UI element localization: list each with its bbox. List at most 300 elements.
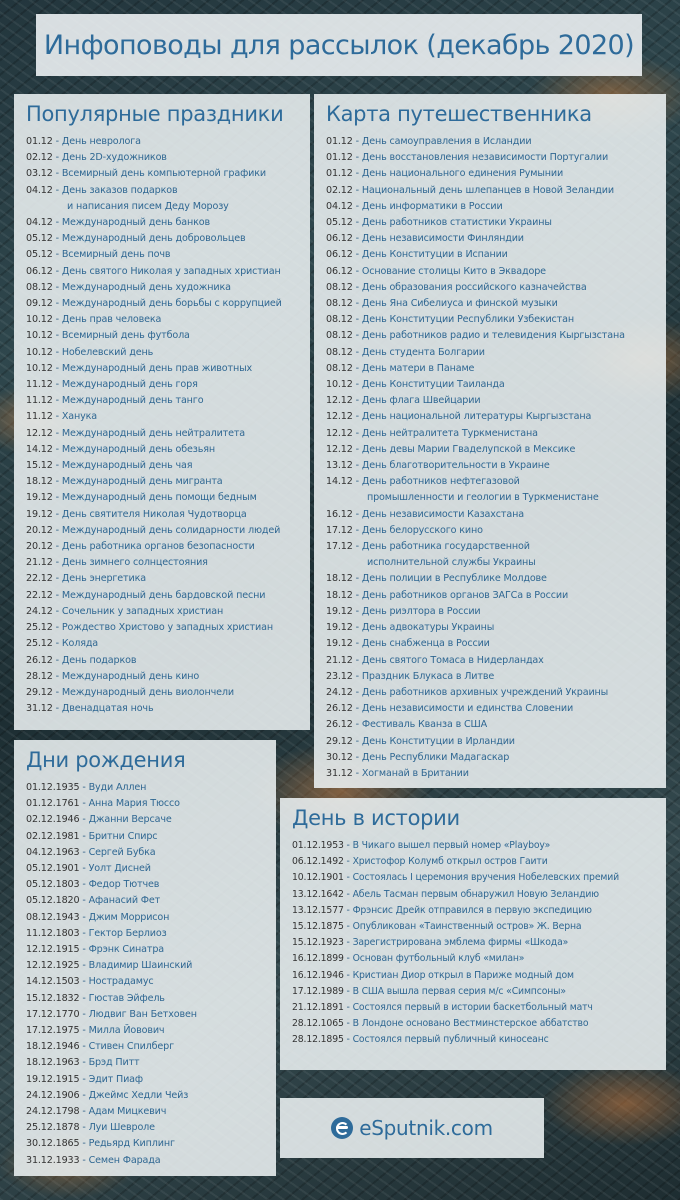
item-date: 12.12 <box>326 395 353 407</box>
item-text: День благотворительности в Украине <box>361 460 550 472</box>
item-text: Бритни Спирс <box>88 830 158 842</box>
item-date: 09.12 <box>26 298 53 310</box>
list-item: 19.12.1915 - Эдит Пиаф <box>26 1073 143 1085</box>
item-date: 08.12 <box>326 362 353 374</box>
item-text: День национального единения Румынии <box>361 168 564 180</box>
item-text: Состоялся первый в истории баскетбольный матч <box>352 1002 593 1014</box>
list-item: 12.12 - День девы Марии Гваделупской в Мексике <box>326 443 576 455</box>
item-date: 18.12.1963 <box>26 1057 80 1069</box>
item-text: День Конституции в Ирландии <box>361 735 515 747</box>
list-item: 19.12 - День святителя Николая Чудотворца <box>26 508 247 520</box>
list-item: 17.12 - День белорусского кино <box>326 524 483 536</box>
birthdays-list <box>26 780 276 1169</box>
item-text: Всемирный день компьютерной графики <box>61 168 266 180</box>
list-item: 14.12.1503 - Нострадамус <box>26 976 154 988</box>
item-date: 02.12 <box>26 152 53 164</box>
list-item: 21.12.1891 - Состоялся первый в истории баскетбольный матч <box>292 1002 593 1014</box>
item-text: День адвокатуры Украины <box>361 622 495 634</box>
list-item: 26.12 - День подарков <box>26 654 137 666</box>
item-text: Международный день бардовской песни <box>61 589 266 601</box>
item-date: 31.12 <box>26 703 53 715</box>
item-text: Стивен Спилберг <box>88 1041 175 1053</box>
item-date: 05.12.1901 <box>26 863 80 875</box>
item-date: 04.12 <box>326 200 353 212</box>
list-item: 16.12.1899 - Основан футбольный клуб «милан» <box>292 953 525 965</box>
item-text: промышленности и геологии в Туркменистане <box>367 492 599 504</box>
item-text: День студента Болгарии <box>361 346 485 358</box>
item-text: Опубликован «Таинственный остров» Ж. Верна <box>352 921 582 933</box>
item-date: 02.12.1946 <box>26 814 80 826</box>
list-item: 11.12 - Ханука <box>26 411 98 423</box>
list-item: 01.12 - День невролога <box>26 136 141 147</box>
item-date: 16.12.1946 <box>292 969 344 981</box>
title-panel <box>36 14 642 76</box>
item-text: Рождество Христово у западных христиан <box>61 622 273 634</box>
item-text: День самоуправления в Исландии <box>361 136 532 147</box>
item-date: 29.12 <box>326 735 353 747</box>
item-text: Федор Тютчев <box>88 879 160 891</box>
item-text: Афанасий Фет <box>88 895 161 907</box>
item-text: Международный день солидарности людей <box>61 524 281 536</box>
item-text: День Конституции Республики Узбекистан <box>361 314 574 326</box>
item-text: Международный день кино <box>61 670 200 682</box>
list-item: 23.12 - Праздник Блукаса в Литве <box>326 670 495 682</box>
item-date: 04.12 <box>26 184 53 196</box>
item-text: День святого Томаса в Нидерландах <box>361 654 544 666</box>
list-item: 06.12 - Основание столицы Кито в Эквадоре <box>326 265 546 277</box>
item-date: 02.12 <box>326 184 353 196</box>
list-item: 19.12 - Международный день помощи бедным <box>26 492 257 504</box>
item-date: 11.12.1803 <box>26 927 80 939</box>
item-text: Редьярд Киплинг <box>88 1138 175 1150</box>
list-item: 19.12 - День адвокатуры Украины <box>326 622 495 634</box>
list-item: 26.12 - Фестиваль Кванза в США <box>326 719 488 731</box>
list-item: 06.12 - День святого Николая у западных христиан <box>26 265 281 277</box>
item-date: 18.12 <box>26 476 53 488</box>
list-item: 25.12.1878 - Луи Шевроле <box>26 1122 155 1134</box>
item-text: Брэд Питт <box>88 1057 140 1069</box>
item-date: 14.12.1503 <box>26 976 80 988</box>
item-text: День Конституции Таиланда <box>361 379 505 391</box>
list-item: 31.12 - Двенадцатая ночь <box>26 703 154 715</box>
item-text: Коляда <box>61 638 99 650</box>
list-item: 10.12.1901 - Состоялась I церемония вручения Нобелевских премий <box>292 872 620 884</box>
item-date: 26.12 <box>326 719 353 731</box>
list-item: 22.12 - Международный день бардовской песни <box>26 589 266 601</box>
item-date: 11.12 <box>26 395 53 407</box>
item-text: Всемирный день футбола <box>61 330 190 342</box>
list-item: 18.12.1946 - Стивен Спилберг <box>26 1041 175 1053</box>
item-text: Гектор Берлиоз <box>88 927 167 939</box>
list-item: 05.12.1820 - Афанасий Фет <box>26 895 161 907</box>
list-item: 28.12 - Международный день кино <box>26 670 200 682</box>
list-item: 01.12.1761 - Анна Мария Тюссо <box>26 798 180 810</box>
list-item <box>26 199 310 215</box>
item-text: Гюстав Эйфель <box>88 992 165 1004</box>
list-item: 10.12 - День прав человека <box>26 314 162 326</box>
list-item: 25.12 - Рождество Христово у западных христиан <box>26 622 273 634</box>
item-text: Нобелевский день <box>61 346 154 358</box>
item-date: 05.12.1820 <box>26 895 80 907</box>
list-item: 05.12 - День работников статистики Украины <box>326 217 552 229</box>
list-item: 13.12.1577 - Фрэнсис Дрейк отправился в первую экспедицию <box>292 904 592 916</box>
holidays-panel <box>14 94 310 730</box>
list-item: 10.12 - Международный день прав животных <box>26 362 253 374</box>
list-item: 09.12 - Международный день борьбы с коррупцией <box>26 298 282 310</box>
list-item: 21.12 - День святого Томаса в Нидерландах <box>326 654 544 666</box>
item-date: 01.12 <box>326 152 353 164</box>
item-text: День зимнего солнцестояния <box>61 557 208 569</box>
item-date: 26.12 <box>326 703 353 715</box>
list-item: 05.12.1803 - Федор Тютчев <box>26 879 160 891</box>
list-item: 11.12 - Международный день горя <box>26 379 198 391</box>
item-text: Людвиг Ван Бетховен <box>88 1008 197 1020</box>
list-item: 24.12 - День работников архивных учреждений Украины <box>326 686 609 698</box>
item-text: В США вышла первая серия м/с «Симпсоны» <box>352 985 566 997</box>
item-date: 25.12 <box>26 622 53 634</box>
item-text: День прав человека <box>61 314 162 326</box>
item-date: 01.12 <box>326 136 353 147</box>
item-date: 08.12 <box>326 346 353 358</box>
list-item: 20.12 - День работника органов безопасности <box>26 541 255 553</box>
item-text: День энергетика <box>61 573 146 585</box>
list-item: 12.12 - Международный день нейтралитета <box>26 427 246 439</box>
item-text: Зарегистрирована эмблема фирмы «Шкода» <box>352 937 569 949</box>
item-text: День информатики в России <box>361 200 503 212</box>
item-date: 19.12 <box>326 605 353 617</box>
item-text: Международный день борьбы с коррупцией <box>61 298 282 310</box>
item-text: Адам Мицкевич <box>88 1106 167 1118</box>
item-date: 14.12 <box>26 443 53 455</box>
list-item: 15.12.1875 - Опубликован «Таинственный остров» Ж. Верна <box>292 921 582 933</box>
list-item: 20.12 - Международный день солидарности людей <box>26 524 281 536</box>
item-date: 10.12 <box>326 379 353 391</box>
item-date: 17.12 <box>326 524 353 536</box>
item-date: 13.12.1577 <box>292 904 344 916</box>
list-item: 19.12 - День снабженца в России <box>326 638 490 650</box>
item-date: 10.12 <box>26 314 53 326</box>
list-item: 10.12 - День Конституции Таиланда <box>326 379 505 391</box>
list-item: 18.12 - День работников органов ЗАГСа в России <box>326 589 569 601</box>
item-text: Международный день горя <box>61 379 198 391</box>
item-text: Нострадамус <box>88 976 154 988</box>
list-item: 14.12 - День работников нефтегазовой <box>326 476 520 488</box>
list-item: 01.12 - День национального единения Румынии <box>326 168 564 180</box>
item-date: 10.12 <box>26 362 53 374</box>
item-text: Международный день нейтралитета <box>61 427 246 439</box>
list-item: 30.12 - День Республики Мадагаскар <box>326 751 510 763</box>
list-item: 25.12 - Коляда <box>26 638 99 650</box>
list-item: 06.12 - День независимости Финляндии <box>326 233 524 245</box>
item-date: 15.12.1875 <box>292 921 344 933</box>
item-text: и написания писем Деду Морозу <box>67 200 229 212</box>
item-date: 28.12.1895 <box>292 1034 344 1046</box>
item-text: Праздник Блукаса в Литве <box>361 670 495 682</box>
list-item: 12.12 - День нейтралитета Туркменистана <box>326 427 538 439</box>
item-date: 15.12.1923 <box>292 937 344 949</box>
item-date: 03.12 <box>26 168 53 180</box>
item-date: 15.12.1832 <box>26 992 80 1004</box>
item-date: 05.12 <box>26 233 53 245</box>
list-item: 15.12 - Международный день чая <box>26 460 193 472</box>
list-item: 16.12.1946 - Кристиан Диор открыл в Париже модный дом <box>292 969 574 981</box>
item-date: 12.12.1925 <box>26 960 80 972</box>
item-date: 08.12 <box>326 314 353 326</box>
list-item: 28.12.1065 - В Лондоне основано Вестминстерское аббатство <box>292 1018 589 1030</box>
item-text: День восстановления независимости Португалии <box>361 152 609 164</box>
item-date: 12.12 <box>326 427 353 439</box>
item-text: День невролога <box>61 136 141 147</box>
item-text: День риэлтора в России <box>361 605 481 617</box>
travel-heading: Карта путешественника <box>326 102 592 126</box>
item-date: 18.12 <box>326 589 353 601</box>
list-item: 13.12 - День благотворительности в Украине <box>326 460 550 472</box>
item-date: 28.12 <box>26 670 53 682</box>
history-panel <box>280 798 666 1070</box>
item-date: 24.12.1798 <box>26 1106 80 1118</box>
holidays-heading: Популярные праздники <box>26 102 284 126</box>
item-text: День нейтралитета Туркменистана <box>361 427 538 439</box>
item-date: 01.12 <box>26 136 53 147</box>
item-text: День работников нефтегазовой <box>361 476 520 488</box>
item-date: 30.12.1865 <box>26 1138 80 1150</box>
item-date: 12.12 <box>326 443 353 455</box>
item-text: Международный день прав животных <box>61 362 253 374</box>
history-heading: День в истории <box>292 806 460 830</box>
item-text: День Яна Сибелиуса и финской музыки <box>361 298 558 310</box>
list-item: 02.12 - Национальный день шлепанцев в Новой Зеландии <box>326 184 614 196</box>
item-date: 25.12 <box>26 638 53 650</box>
item-date: 13.12 <box>326 460 353 472</box>
list-item: 01.12 - День восстановления независимости Португалии <box>326 152 609 164</box>
list-item: 16.12 - День независимости Казахстана <box>326 508 524 520</box>
item-date: 19.12.1915 <box>26 1073 80 1085</box>
item-text: Международный день обезьян <box>61 443 215 455</box>
list-item: 18.12 - Международный день мигранта <box>26 476 223 488</box>
list-item: 17.12.1975 - Милла Йовович <box>26 1025 165 1037</box>
item-text: День матери в Панаме <box>361 362 475 374</box>
item-date: 19.12 <box>26 492 53 504</box>
list-item: 28.12.1895 - Состоялся первый публичный киносеанс <box>292 1034 549 1046</box>
item-date: 31.12 <box>326 767 353 779</box>
item-date: 12.12 <box>326 411 353 423</box>
list-item: 12.12 - День флага Швейцарии <box>326 395 481 407</box>
item-text: Абель Тасман первым обнаружил Новую Зеландию <box>352 888 599 900</box>
list-item: 29.12 - День Конституции в Ирландии <box>326 735 515 747</box>
item-date: 24.12.1906 <box>26 1089 80 1101</box>
list-item: 01.12.1935 - Вуди Аллен <box>26 782 147 793</box>
item-date: 17.12.1989 <box>292 985 344 997</box>
list-item: 02.12.1946 - Джанни Версаче <box>26 814 172 826</box>
item-text: Луи Шевроле <box>88 1122 155 1134</box>
item-date: 24.12 <box>326 686 353 698</box>
item-text: День работников статистики Украины <box>361 217 552 229</box>
list-item: 08.12 - Международный день художника <box>26 281 231 293</box>
item-date: 22.12 <box>26 573 53 585</box>
list-item: 29.12 - Международный день виолончели <box>26 686 234 698</box>
item-date: 04.12.1963 <box>26 846 80 858</box>
list-item: 17.12 - День работника государственной <box>326 541 530 553</box>
item-text: Всемирный день почв <box>61 249 171 261</box>
list-item: 06.12 - День Конституции в Испании <box>326 249 508 261</box>
item-date: 01.12 <box>326 168 353 180</box>
list-item: 31.12.1933 - Семен Фарада <box>26 1154 161 1166</box>
item-date: 14.12 <box>326 476 353 488</box>
item-date: 18.12 <box>326 573 353 585</box>
item-text: День Конституции в Испании <box>361 249 508 261</box>
list-item: 30.12.1865 - Редьярд Киплинг <box>26 1138 175 1150</box>
list-item: 05.12 - Международный день добровольцев <box>26 233 246 245</box>
esputnik-logo-icon <box>331 1117 353 1139</box>
item-text: Основание столицы Кито в Эквадоре <box>361 265 546 277</box>
item-date: 29.12 <box>26 686 53 698</box>
item-date: 17.12.1770 <box>26 1008 80 1020</box>
list-item: 08.12 - День Яна Сибелиуса и финской музыки <box>326 298 558 310</box>
logo-panel[interactable] <box>280 1098 544 1158</box>
item-date: 16.12.1899 <box>292 953 344 965</box>
list-item: 31.12 - Хогманай в Британии <box>326 767 469 779</box>
item-text: Милла Йовович <box>88 1025 165 1037</box>
item-date: 08.12 <box>326 298 353 310</box>
list-item: 14.12 - Международный день обезьян <box>26 443 215 455</box>
item-date: 08.12 <box>26 281 53 293</box>
item-date: 04.12 <box>26 217 53 229</box>
item-text: День 2D-художников <box>61 152 167 164</box>
item-text: День работников органов ЗАГСа в России <box>361 589 569 601</box>
item-text: Состоялся первый публичный киносеанс <box>352 1034 549 1046</box>
list-item: 15.12.1832 - Гюстав Эйфель <box>26 992 165 1004</box>
item-date: 06.12 <box>326 249 353 261</box>
list-item: 11.12 - Международный день танго <box>26 395 204 407</box>
item-text: День независимости и единства Словении <box>361 703 574 715</box>
item-date: 19.12 <box>326 638 353 650</box>
item-text: Джим Моррисон <box>88 911 170 923</box>
item-text: Уолт Дисней <box>88 863 151 875</box>
list-item: 24.12.1798 - Адам Мицкевич <box>26 1106 167 1118</box>
item-text: День образования российского казначейства <box>361 281 587 293</box>
item-text: День заказов подарков <box>61 184 178 196</box>
list-item: 22.12 - День энергетика <box>26 573 146 585</box>
list-item: 08.12 - День работников радио и телевидения Кыргызстана <box>326 330 625 342</box>
list-item: 11.12.1803 - Гектор Берлиоз <box>26 927 167 939</box>
item-text: Международный день чая <box>61 460 193 472</box>
item-text: Хогманай в Британии <box>361 767 469 779</box>
item-text: День святого Николая у западных христиан <box>61 265 281 277</box>
item-text: Международный день помощи бедным <box>61 492 257 504</box>
item-text: День святителя Николая Чудотворца <box>61 508 247 520</box>
list-item: 08.12 - День Конституции Республики Узбекистан <box>326 314 574 326</box>
item-date: 19.12 <box>26 508 53 520</box>
list-item: 19.12 - День риэлтора в России <box>326 605 481 617</box>
list-item: 08.12 - День матери в Панаме <box>326 362 475 374</box>
item-date: 06.12 <box>26 265 53 277</box>
item-date: 01.12.1761 <box>26 798 80 810</box>
item-date: 08.12.1943 <box>26 911 80 923</box>
birthdays-heading: Дни рождения <box>26 748 186 772</box>
item-text: День снабженца в России <box>361 638 490 650</box>
item-text: День работника органов безопасности <box>61 541 255 553</box>
item-text: Анна Мария Тюссо <box>88 798 180 810</box>
item-date: 17.12.1975 <box>26 1025 80 1037</box>
travel-panel <box>314 94 666 788</box>
item-text: День флага Швейцарии <box>361 395 481 407</box>
item-text: Фрэнсис Дрейк отправился в первую экспедицию <box>352 904 592 916</box>
item-text: День национальной литературы Кыргызстана <box>361 411 592 423</box>
list-item: 17.12.1989 - В США вышла первая серия м/с «Симпсоны» <box>292 985 566 997</box>
item-date: 05.12 <box>26 249 53 261</box>
item-text: Международный день танго <box>61 395 204 407</box>
list-item: 05.12.1901 - Уолт Дисней <box>26 863 151 875</box>
item-date: 16.12 <box>326 508 353 520</box>
item-date: 12.12.1915 <box>26 944 80 956</box>
item-text: Владимир Шаинский <box>88 960 193 972</box>
list-item: 26.12 - День независимости и единства Словении <box>326 703 574 715</box>
list-item: 17.12.1770 - Людвиг Ван Бетховен <box>26 1008 197 1020</box>
item-text: Международный день мигранта <box>61 476 223 488</box>
item-text: Национальный день шлепанцев в Новой Зеландии <box>361 184 614 196</box>
item-date: 01.12.1935 <box>26 782 80 793</box>
item-text: Фестиваль Кванза в США <box>361 719 488 731</box>
item-date: 11.12 <box>26 379 53 391</box>
item-date: 05.12 <box>326 217 353 229</box>
item-date: 20.12 <box>26 541 53 553</box>
item-text: Сочельник у западных христиан <box>61 605 224 617</box>
item-text: День полиции в Республике Молдове <box>361 573 547 585</box>
birthdays-panel <box>14 740 276 1176</box>
list-item: 18.12.1963 - Брэд Питт <box>26 1057 140 1069</box>
logo-text: eSputnik.com <box>359 1116 493 1140</box>
list-item: 04.12.1963 - Сергей Бубка <box>26 846 156 858</box>
item-date: 24.12 <box>26 605 53 617</box>
list-item: 12.12.1925 - Владимир Шаинский <box>26 960 193 972</box>
item-date: 21.12.1891 <box>292 1002 344 1014</box>
list-item: 13.12.1642 - Абель Тасман первым обнаружил Новую Зеландию <box>292 888 599 900</box>
holidays-list <box>26 134 310 717</box>
item-text: Международный день добровольцев <box>61 233 246 245</box>
item-text: День работника государственной <box>361 541 530 553</box>
list-item: 02.12.1981 - Бритни Спирс <box>26 830 158 842</box>
item-date: 10.12 <box>26 330 53 342</box>
item-text: Международный день виолончели <box>61 686 234 698</box>
item-date: 23.12 <box>326 670 353 682</box>
item-text: Двенадцатая ночь <box>61 703 154 715</box>
item-date: 25.12.1878 <box>26 1122 80 1134</box>
list-item: 18.12 - День полиции в Республике Молдове <box>326 573 547 585</box>
list-item: 08.12 - День образования российского казначейства <box>326 281 587 293</box>
item-date: 21.12 <box>26 557 53 569</box>
item-date: 21.12 <box>326 654 353 666</box>
item-text: В Лондоне основано Вестминстерское аббатство <box>352 1018 589 1030</box>
item-date: 20.12 <box>26 524 53 536</box>
item-date: 06.12.1492 <box>292 856 344 868</box>
item-text: День независимости Казахстана <box>361 508 524 520</box>
item-date: 01.12.1953 <box>292 840 344 851</box>
item-text: Международный день художника <box>61 281 231 293</box>
item-text: Кристиан Диор открыл в Париже модный дом <box>352 969 574 981</box>
list-item: 12.12 - День национальной литературы Кыргызстана <box>326 411 592 423</box>
item-date: 28.12.1065 <box>292 1018 344 1030</box>
item-date: 22.12 <box>26 589 53 601</box>
list-item: 08.12 - День студента Болгарии <box>326 346 485 358</box>
list-item: 04.12 - Международный день банков <box>26 217 211 229</box>
item-date: 11.12 <box>26 411 53 423</box>
item-date: 05.12.1803 <box>26 879 80 891</box>
item-text: День девы Марии Гваделупской в Мексике <box>361 443 576 455</box>
item-date: 31.12.1933 <box>26 1154 80 1166</box>
list-item: 10.12 - Нобелевский день <box>26 346 154 358</box>
item-date: 17.12 <box>326 541 353 553</box>
item-text: День подарков <box>61 654 137 666</box>
